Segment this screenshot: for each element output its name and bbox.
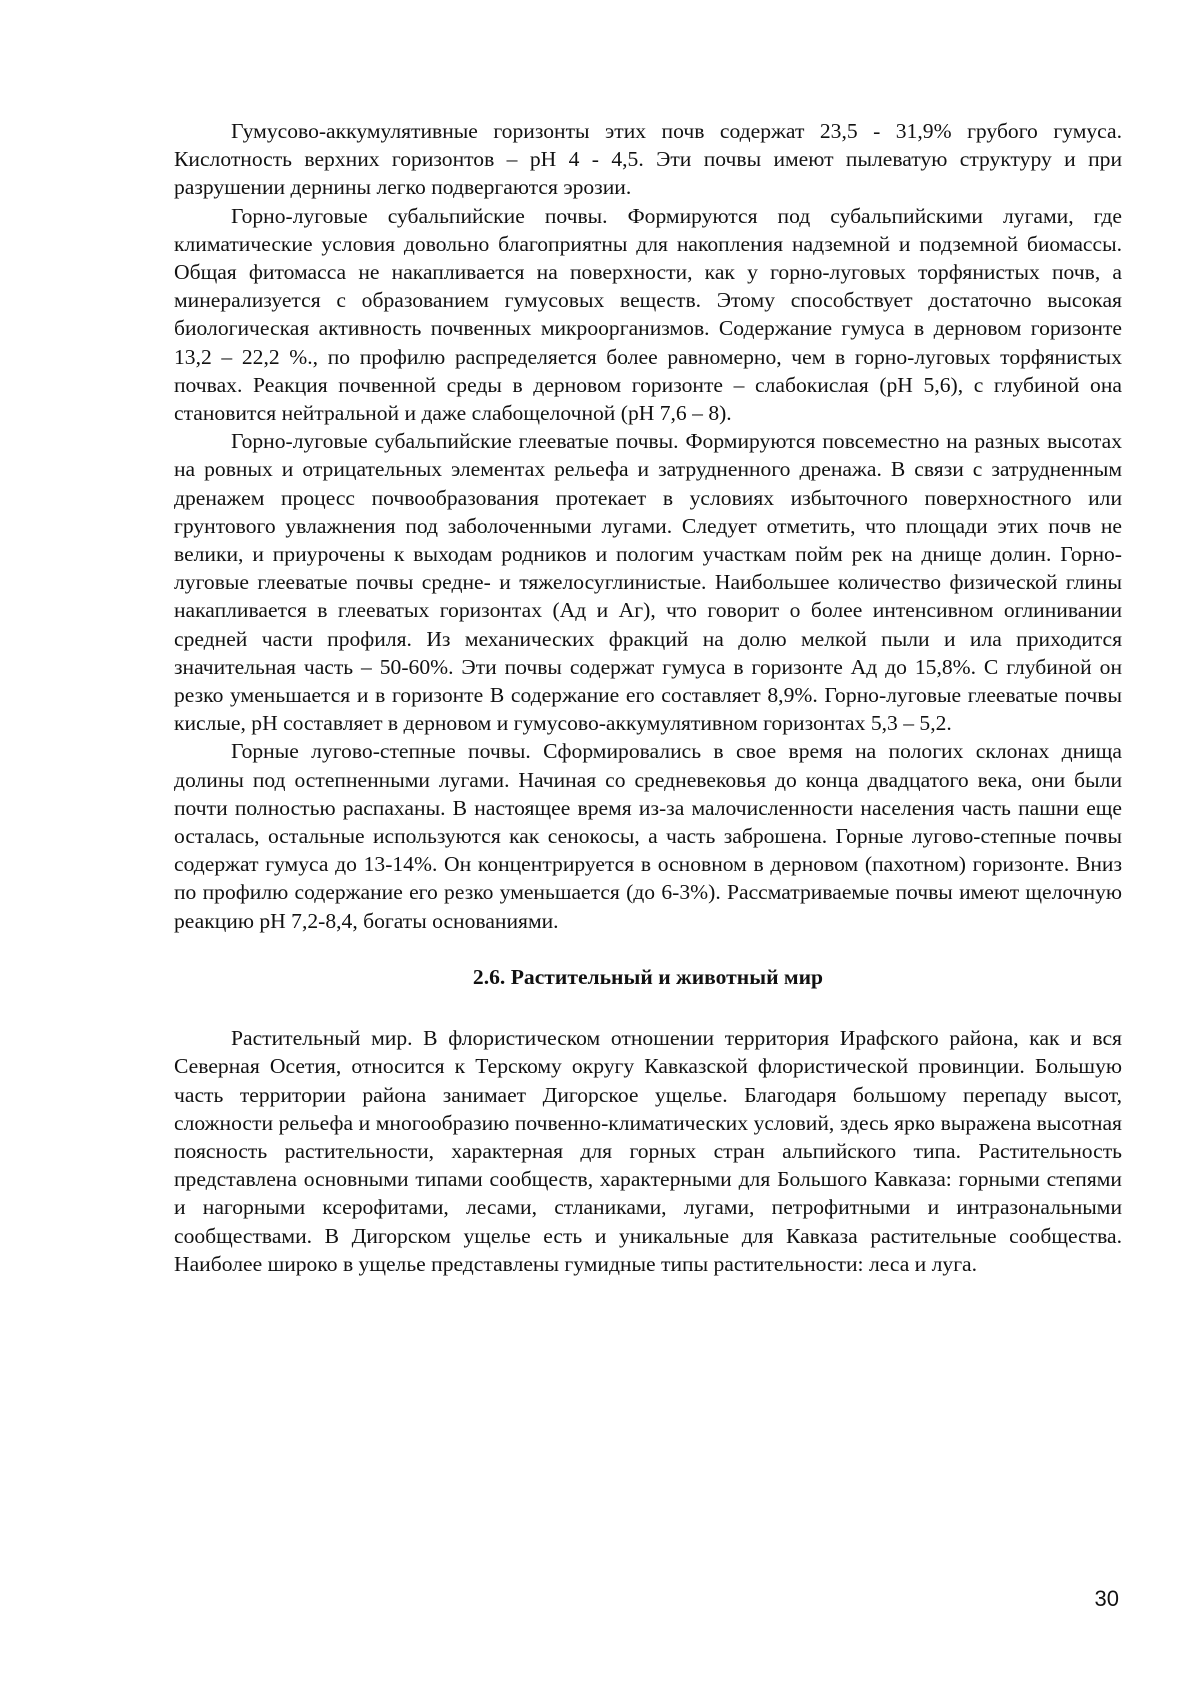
page-number: 30 — [1094, 1586, 1119, 1611]
paragraph-meadow-steppe-soils: Горные лугово-степные почвы. Сформировались в свое время на пологих склонах днища долины под остепненными лугами. Начиная со средневековья до конца двадцатого века, они были почти полностью распаханы. В настоящее время из-за малочисленности населения часть пашни еще осталась, остальные используются как сенокосы, а часть заброшена. Горные лугово-степные почвы содержат гумуса до 13-14%. Он концентрируется в основном в дерновом (пахотном) горизонте. Вниз по профилю содержание его резко уменьшается (до 6-3%). Рассматриваемые почвы имеют щелочную реакцию pH 7,2-8,4, богаты основаниями. — [174, 739, 1122, 933]
section-heading: 2.6. Растительный и животный мир — [472, 964, 824, 989]
paragraph-subalpine-soils: Горно-луговые субальпийские почвы. Формируются под субальпийскими лугами, где климатические условия довольно благоприятны для накопления надземной и подземной биомассы. Общая фитомасса не накапливается на поверхности, как у горно-луговых торфянистых почв, а минерализуется с образованием гумусовых веществ. Этому способствует достаточно высокая биологическая активность почвенных микроорганизмов. Содержание гумуса в дерновом горизонте 13,2 – 22,2 %., по профилю распределяется более равномерно, чем в горно-луговых торфянистых почвах. Реакция почвенной среды в дерновом горизонте – слабокислая (pH 5,6), с глубиной она становится нейтральной и даже слабощелочной (pH 7,6 – 8). — [174, 203, 1122, 426]
section-flora-fauna — [174, 1024, 1122, 1278]
paragraph-subalpine-gley-soils: Горно-луговые субальпийские глееватые почвы. Формируются повсеместно на разных высотах на ровных и отрицательных элементах рельефа и затрудненного дренажа. В связи с затрудненным дренажем процесс почвообразования протекает в условиях избыточного поверхностного или грунтового увлажнения под заболоченными лугами. Следует отметить, что площади этих почв не велики, и приурочены к выходам родников и пологим участкам пойм рек на днище долин. Горно-луговые глееватые почвы средне- и тяжелосуглинистые. Наибольшее количество физической глины накапливается в глееватых горизонтах (Ад и Аг), что говорит о более интенсивном оглинивании средней части профиля. Из механических фракций на долю мелкой пыли и ила приходится значительная часть – 50-60%. Эти почвы содержат гумуса в горизонте Ад до 15,8%. С глубиной он резко уменьшается и в горизонте В содержание его составляет 8,9%. Горно-луговые глееватые почвы кислые, pH составляет в дерновом и гумусово-аккумулятивном горизонтах 5,3 – 5,2. — [174, 429, 1122, 736]
paragraph-humus-horizons: Гумусово-аккумулятивные горизонты этих почв содержат 23,5 - 31,9% грубого гумуса. Кислотность верхних горизонтов – pH 4 - 4,5. Эти почвы имеют пылеватую структуру и при разрушении дернины легко подвергаются эрозии. — [174, 119, 1122, 200]
document-page — [174, 117, 1122, 1278]
paragraph-flora: Растительный мир. В флористическом отношении территория Ирафского района, как и вся Северная Осетия, относится к Терскому округу Кавказской флористической провинции. Большую часть территории района занимает Дигорское ущелье. Благодаря большому перепаду высот, сложности рельефа и многообразию почвенно-климатических условий, здесь ярко выражена высотная поясность растительности, характерная для горных стран альпийского типа. Растительность представлена основными типами сообществ, характерными для Большого Кавказа: горными степями и нагорными ксерофитами, лесами, стланиками, лугами, петрофитными и интразональными сообществами. В Дигорском ущелье есть и уникальные для Кавказа растительные сообщества. Наиболее широко в ущелье представлены гумидные типы растительности: леса и луга. — [174, 1026, 1122, 1276]
